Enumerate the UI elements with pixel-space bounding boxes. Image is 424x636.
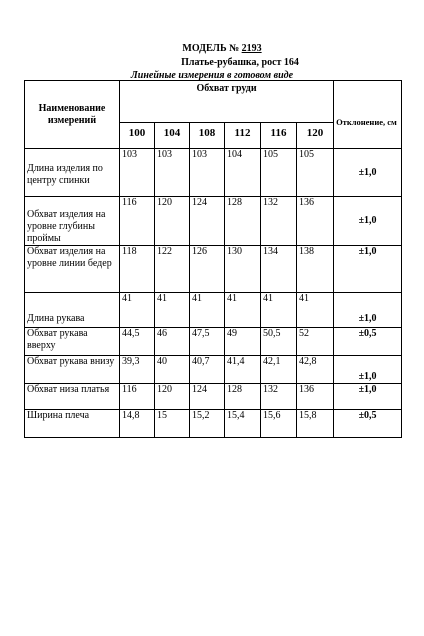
table-subtitle: Линейные измерения в готовом виде bbox=[130, 70, 294, 81]
table-row bbox=[25, 328, 402, 356]
table-row bbox=[25, 293, 402, 328]
cell-value: 14,8 bbox=[120, 410, 155, 438]
row-name: Длина изделия по центру спинки bbox=[25, 149, 120, 197]
cell-value: 116 bbox=[120, 197, 155, 246]
girth-header: Обхват груди bbox=[120, 81, 334, 123]
row-tolerance: ±0,5 bbox=[334, 328, 402, 356]
size-header-100: 100 bbox=[120, 123, 155, 149]
cell-value: 50,5 bbox=[261, 328, 297, 356]
table-row bbox=[25, 149, 402, 197]
cell-value: 105 bbox=[297, 149, 334, 197]
model-number: 2193 bbox=[241, 43, 262, 54]
measurements-table bbox=[24, 80, 402, 438]
row-name: Обхват изделия на уровне линии бедер bbox=[25, 246, 120, 293]
table-row bbox=[25, 197, 402, 246]
model-title bbox=[10, 43, 424, 55]
size-header-112: 112 bbox=[225, 123, 261, 149]
cell-value: 104 bbox=[225, 149, 261, 197]
name-column-header: Наименование измерений bbox=[25, 81, 120, 149]
cell-value: 126 bbox=[190, 246, 225, 293]
table-row bbox=[25, 410, 402, 438]
row-tolerance: ±0,5 bbox=[334, 410, 402, 438]
row-name: Обхват рукава внизу bbox=[25, 356, 120, 384]
cell-value: 15,4 bbox=[225, 410, 261, 438]
table-row bbox=[25, 384, 402, 410]
row-name: Ширина плеча bbox=[25, 410, 120, 438]
row-name: Обхват изделия на уровне глубины проймы bbox=[25, 197, 120, 246]
cell-value: 41 bbox=[155, 293, 190, 328]
cell-value: 42,1 bbox=[261, 356, 297, 384]
row-tolerance: ±1,0 bbox=[334, 197, 402, 246]
row-name: Обхват рукава вверху bbox=[25, 328, 120, 356]
cell-value: 46 bbox=[155, 328, 190, 356]
cell-value: 122 bbox=[155, 246, 190, 293]
row-name: Длина рукава bbox=[25, 293, 120, 328]
cell-value: 41,4 bbox=[225, 356, 261, 384]
model-label: МОДЕЛЬ № bbox=[182, 43, 240, 54]
cell-value: 49 bbox=[225, 328, 261, 356]
row-name: Обхват низа платья bbox=[25, 384, 120, 410]
cell-value: 118 bbox=[120, 246, 155, 293]
size-header-104: 104 bbox=[155, 123, 190, 149]
cell-value: 40 bbox=[155, 356, 190, 384]
cell-value: 42,8 bbox=[297, 356, 334, 384]
cell-value: 103 bbox=[190, 149, 225, 197]
size-header-116: 116 bbox=[261, 123, 297, 149]
cell-value: 103 bbox=[120, 149, 155, 197]
cell-value: 41 bbox=[120, 293, 155, 328]
cell-value: 41 bbox=[297, 293, 334, 328]
row-tolerance: ±1,0 bbox=[334, 293, 402, 328]
cell-value: 47,5 bbox=[190, 328, 225, 356]
cell-value: 128 bbox=[225, 197, 261, 246]
cell-value: 124 bbox=[190, 197, 225, 246]
cell-value: 116 bbox=[120, 384, 155, 410]
cell-value: 103 bbox=[155, 149, 190, 197]
cell-value: 130 bbox=[225, 246, 261, 293]
cell-value: 120 bbox=[155, 197, 190, 246]
cell-value: 15,6 bbox=[261, 410, 297, 438]
row-tolerance: ±1,0 bbox=[334, 384, 402, 410]
cell-value: 134 bbox=[261, 246, 297, 293]
product-title: Платье-рубашка, рост 164 bbox=[181, 57, 299, 68]
deviation-header: Отклонение, см bbox=[334, 81, 402, 149]
cell-value: 15,2 bbox=[190, 410, 225, 438]
cell-value: 39,3 bbox=[120, 356, 155, 384]
table-row bbox=[25, 356, 402, 384]
cell-value: 15,8 bbox=[297, 410, 334, 438]
cell-value: 15 bbox=[155, 410, 190, 438]
cell-value: 136 bbox=[297, 197, 334, 246]
cell-value: 120 bbox=[155, 384, 190, 410]
size-header-120: 120 bbox=[297, 123, 334, 149]
size-header-108: 108 bbox=[190, 123, 225, 149]
row-tolerance: ±1,0 bbox=[334, 149, 402, 197]
cell-value: 132 bbox=[261, 197, 297, 246]
cell-value: 128 bbox=[225, 384, 261, 410]
row-tolerance: ±1,0 bbox=[334, 246, 402, 293]
cell-value: 132 bbox=[261, 384, 297, 410]
row-tolerance: ±1,0 bbox=[334, 356, 402, 384]
cell-value: 52 bbox=[297, 328, 334, 356]
cell-value: 41 bbox=[261, 293, 297, 328]
cell-value: 105 bbox=[261, 149, 297, 197]
cell-value: 41 bbox=[190, 293, 225, 328]
cell-value: 136 bbox=[297, 384, 334, 410]
cell-value: 41 bbox=[225, 293, 261, 328]
cell-value: 124 bbox=[190, 384, 225, 410]
cell-value: 40,7 bbox=[190, 356, 225, 384]
table-row bbox=[25, 246, 402, 293]
cell-value: 138 bbox=[297, 246, 334, 293]
cell-value: 44,5 bbox=[120, 328, 155, 356]
